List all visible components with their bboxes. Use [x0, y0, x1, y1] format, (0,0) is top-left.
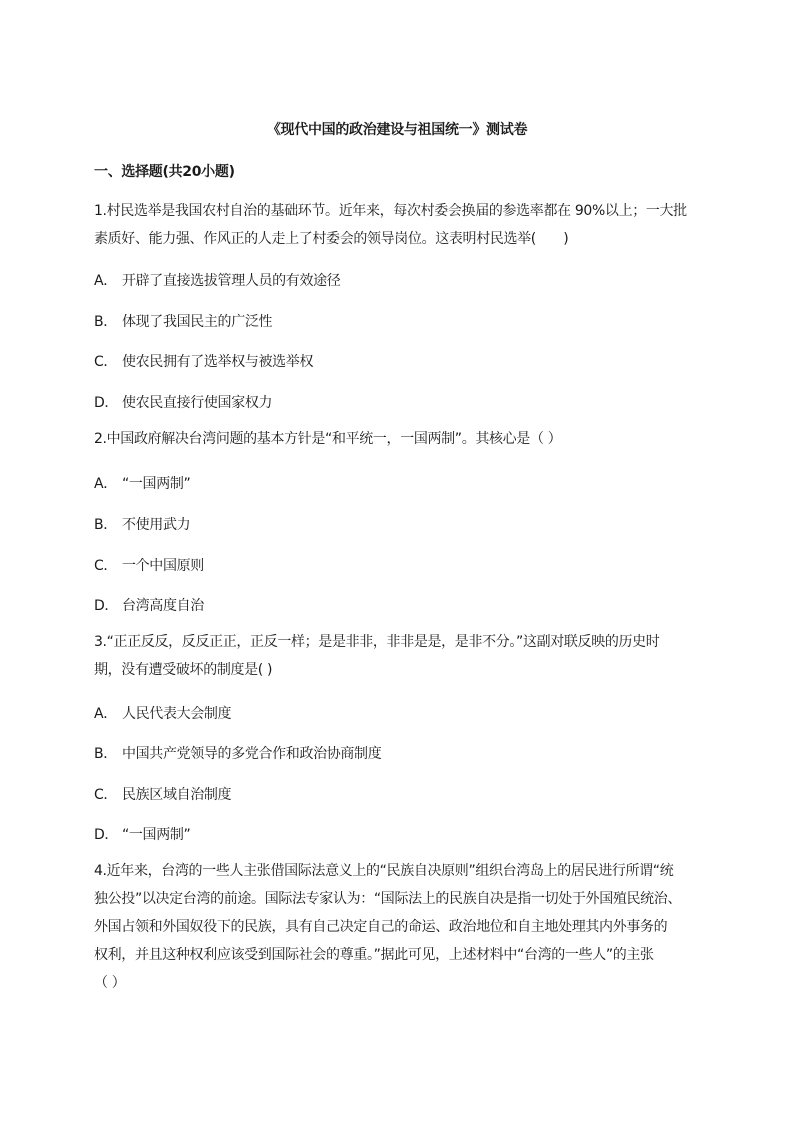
question-3-option-a: [94, 703, 231, 723]
option-text: “一国两制”: [122, 476, 191, 492]
option-letter: C．: [94, 354, 118, 370]
option-text: 一个中国原则: [122, 558, 204, 574]
question-text-line: 2.中国政府解决台湾问题的基本方针是“和平统一，一国两制”。其核心是（ ）: [94, 431, 562, 447]
question-3-option-d: [94, 824, 190, 844]
section-heading: 一、选择题(共20小题): [94, 164, 235, 180]
question-text-line: 1.村民选举是我国农村自治的基础环节。近年来，每次村委会换届的参选率都在 90%以上；一大批: [94, 203, 687, 219]
question-1-stem: [94, 197, 704, 253]
question-text-line: 权利，并且这种权利应该受到国际社会的尊重。”据此可见，上述材料中“台湾的一些人”的主张: [94, 947, 654, 963]
question-text-line: 外国占领和外国奴役下的民族，具有自己决定自己的命运、政治地位和自主地处理其内外事务的: [94, 919, 668, 935]
option-text: 台湾高度自治: [122, 598, 204, 614]
question-text-line: 4.近年来，台湾的一些人主张借国际法意义上的“民族自决原则”组织台湾岛上的居民进行所谓“统: [94, 863, 674, 879]
option-text: “一国两制”: [122, 827, 191, 843]
question-3-stem: [94, 628, 704, 684]
option-letter: D．: [94, 827, 119, 843]
question-1-option-b: [94, 311, 272, 331]
question-text-line: （ ）: [94, 975, 126, 991]
option-text: 中国共产党领导的多党合作和政治协商制度: [122, 746, 382, 762]
option-text: 不使用武力: [122, 517, 191, 533]
question-1-option-a: [94, 270, 340, 290]
question-text-line: 3.“正正反反，反反正正，正反一样；是是非非，非非是是，是非不分。”这副对联反映的历史时: [94, 634, 660, 650]
option-text: 人民代表大会制度: [122, 706, 232, 722]
option-text: 民族区域自治制度: [122, 787, 232, 803]
option-text: 使农民直接行使国家权力: [122, 395, 273, 411]
question-1-option-c: [94, 351, 313, 371]
question-2-option-d: [94, 595, 204, 615]
option-letter: D．: [94, 598, 119, 614]
question-4-stem: [94, 857, 704, 997]
option-letter: A．: [94, 273, 117, 289]
question-2-option-c: [94, 555, 204, 575]
option-letter: B．: [94, 517, 117, 533]
option-text: 开辟了直接选拔管理人员的有效途径: [122, 273, 341, 289]
question-2-option-a: [94, 473, 190, 493]
question-text-line: 期，没有遭受破坏的制度是( ): [94, 662, 273, 678]
option-text: 使农民拥有了选举权与被选举权: [122, 354, 314, 370]
question-1-option-d: [94, 392, 272, 412]
question-text-line: 素质好、能力强、作风正的人走上了村委会的领导岗位。这表明村民选举( ): [94, 231, 569, 247]
option-letter: C．: [94, 558, 118, 574]
option-letter: C．: [94, 787, 118, 803]
question-2-option-b: [94, 514, 190, 534]
option-text: 体现了我国民主的广泛性: [122, 314, 273, 330]
page-title: 《现代中国的政治建设与祖国统一》测试卷: [266, 122, 528, 138]
question-3-option-b: [94, 743, 381, 763]
question-text-line: 独公投”以决定台湾的前途。国际法专家认为：“国际法上的民族自决是指一切处于外国殖民统治、: [94, 891, 682, 907]
option-letter: D．: [94, 395, 119, 411]
question-3-option-c: [94, 784, 231, 804]
question-2-stem: [94, 425, 704, 453]
option-letter: A．: [94, 706, 117, 722]
option-letter: B．: [94, 746, 117, 762]
option-letter: B．: [94, 314, 117, 330]
option-letter: A．: [94, 476, 117, 492]
